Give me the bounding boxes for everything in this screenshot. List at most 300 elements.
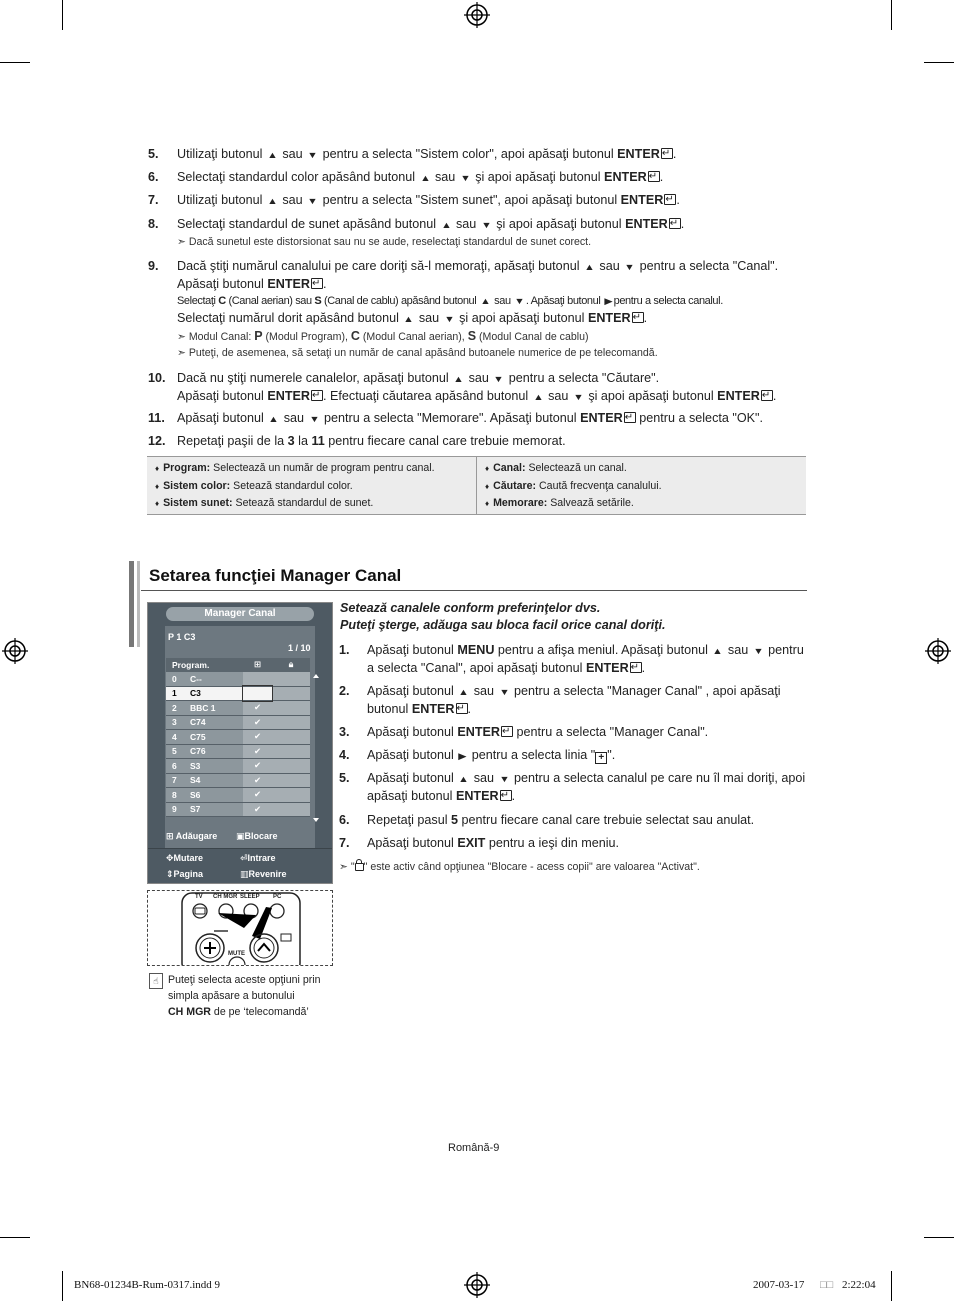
footer-boxes: □□ (820, 1279, 834, 1291)
channel-list (166, 672, 310, 817)
enter-icon: ⏎ (240, 853, 248, 863)
tip-line: de pe ‘telecomandă’ (213, 1006, 309, 1018)
bullet-icon: ♦ (485, 481, 490, 491)
step-text: pentru a selecta "Sistem color", apoi apăsaţi butonul (322, 147, 614, 161)
add-check-cell[interactable] (243, 686, 272, 701)
step-text: Utilizaţi butonul (177, 193, 263, 207)
channel-label (166, 715, 243, 730)
channel-name: BBC 1 (190, 702, 216, 713)
enter-legend (240, 853, 276, 864)
enter-icon (669, 218, 681, 229)
step-text: sau (599, 259, 620, 273)
channel-row[interactable] (166, 788, 310, 803)
step-number: 5. (339, 771, 350, 785)
channel-number: 1 (172, 688, 177, 699)
step-text: pentru a selecta "OK". (639, 411, 763, 425)
note-text: Puteţi, de asemenea, să setaţi un număr de canal apăsând butoanele numerice de pe telecomandă. (188, 347, 658, 359)
channel-number: 4 (172, 731, 177, 742)
option-desc: Caută frecvenţa canalului. (539, 479, 662, 492)
channel-label (166, 701, 243, 716)
move-legend (166, 853, 203, 864)
enter-button-label: ENTER (455, 789, 499, 803)
step-line: Apăsaţi butonul ENTER↵ . Efectuaţi căutarea apăsând butonul ▲ sau ▼ şi apoi apăsaţi butonul ENTER↵ . (177, 388, 807, 406)
option-term: Căutare: (493, 479, 537, 492)
enter-button-label: ENTER (411, 702, 455, 716)
note-text: Dacă sunetul este distorsionat sau nu se aude, reselectaţi standardul de sunet corect. (188, 236, 592, 248)
step-text: pentru a selecta "Canal". (639, 259, 779, 273)
step-ref: 11 (311, 434, 325, 448)
scrollbar[interactable] (312, 673, 320, 823)
down-arrow-icon: ▼ (752, 646, 764, 656)
enter-icon (501, 726, 513, 737)
enter-button-label: ENTER (587, 311, 631, 325)
lock-cell[interactable] (272, 744, 310, 759)
up-arrow-icon: ▲ (267, 150, 278, 160)
bullet-icon: ♦ (155, 499, 160, 508)
add-icon: ⊞ (166, 831, 174, 841)
channel-label (166, 773, 243, 788)
table-header (166, 658, 310, 672)
add-check-cell[interactable]: ✔ (243, 802, 272, 817)
enter-button-label: ENTER (267, 277, 311, 291)
note-arrow-icon: ➣ (339, 861, 348, 873)
enter-button-label: ENTER (457, 725, 501, 739)
note-arrow-icon: ➣ (177, 347, 186, 359)
intro-line: Puteţi şterge, adăuga sau bloca facil orice canal doriţi. (340, 618, 666, 632)
step-number: 1. (339, 643, 350, 657)
add-check-cell[interactable]: ✔ (243, 701, 272, 716)
add-check-cell[interactable]: ✔ (243, 715, 272, 730)
down-arrow-icon: ▼ (307, 150, 318, 160)
step-number: 3. (339, 725, 350, 739)
step-text: sau (418, 311, 440, 325)
step-text: Selectaţi standardul de sunet apăsând butonul (177, 217, 437, 231)
step-number: 2. (339, 684, 350, 698)
section-title: Setarea funcţiei Manager Canal (149, 566, 402, 585)
footer-time: 2:22:04 (842, 1279, 876, 1291)
channel-name: C3 (190, 688, 201, 699)
footer-date: 2007-03-17 (753, 1279, 805, 1291)
enter-button-label: ENTER (267, 389, 311, 403)
step-text: sau (283, 411, 305, 425)
tip-line: Puteţi selecta aceste opţiuni prin simpla apăsare a butonului (168, 974, 321, 1002)
note-text: Modul Canal: (188, 331, 252, 343)
channel-mode-c: C (218, 295, 226, 307)
option-term: Canal: (493, 462, 526, 474)
step-line: Apăsaţi butonul ENTER↵ . (177, 276, 807, 293)
channel-name: C75 (190, 731, 206, 742)
option-item (485, 460, 795, 478)
enter-icon (311, 278, 323, 289)
bullet-icon: ♦ (485, 499, 490, 508)
page-icon: ⇕ (166, 869, 174, 879)
down-arrow-icon: ▼ (480, 220, 492, 230)
divider (148, 848, 332, 849)
channel-table (166, 658, 310, 673)
up-arrow-icon: ▲ (480, 296, 491, 306)
up-arrow-icon: ▲ (268, 414, 280, 424)
step-text: sau (468, 371, 489, 385)
page-label: Pagina (173, 869, 204, 879)
add-check-cell[interactable]: ✔ (243, 744, 272, 759)
step-text: pentru a afişa meniul. Apăsaţi butonul (497, 643, 708, 657)
lock-cell[interactable] (272, 788, 310, 803)
channel-name: S7 (190, 804, 201, 815)
channel-number: 8 (172, 789, 177, 800)
bullet-icon: ♦ (155, 481, 160, 491)
step-text: şi apoi apăsaţi butonul (496, 217, 622, 231)
channel-label (166, 730, 243, 745)
enter-button-label: ENTER (604, 170, 647, 184)
step-text: şi apoi apăsaţi butonul (588, 389, 714, 403)
enter-icon (311, 390, 323, 401)
option-desc: Salvează setările. (550, 497, 634, 509)
channel-number: 2 (172, 702, 177, 713)
crop-mark (924, 1237, 954, 1238)
step-text: Apăsaţi butonul (367, 836, 454, 850)
channel-label (166, 759, 243, 774)
move-label: Mutare (173, 853, 204, 863)
option-item (155, 495, 475, 513)
add-check-cell[interactable] (243, 672, 272, 686)
step-text: Apăsaţi butonul (177, 389, 264, 403)
step-text: şi apoi apăsaţi butonul (459, 311, 585, 325)
step-number: 10. (148, 371, 166, 385)
step-text: sau (434, 170, 456, 184)
right-arrow-icon: ▶ (604, 296, 613, 306)
lock-cell[interactable] (272, 672, 310, 686)
note-text: " este activ când opţiunea "Blocare - acess copii" are valoarea "Activat". (363, 861, 700, 873)
option-item (155, 478, 475, 496)
step-number: 7. (148, 193, 159, 207)
step-text: pentru a selecta "Căutare". (508, 371, 660, 385)
channel-name: C76 (190, 746, 206, 757)
step-text: Apăsaţi butonul (177, 277, 264, 291)
up-arrow-icon: ▲ (532, 392, 544, 402)
up-arrow-icon: ▲ (419, 173, 431, 183)
enter-icon (661, 148, 673, 159)
down-arrow-icon: ▼ (307, 196, 318, 206)
crop-mark (62, 1271, 63, 1301)
enter-icon (648, 171, 660, 182)
step-number: 6. (339, 813, 350, 827)
step-text: . Efectuaţi căutarea apăsând butonul (323, 389, 529, 403)
step-ref: 3 (287, 434, 295, 448)
step-text: Apăsaţi butonul (367, 725, 454, 739)
lock-cell[interactable] (272, 759, 310, 774)
channel-number: 6 (172, 760, 177, 771)
add-label: Adăugare (175, 831, 218, 841)
down-arrow-icon: ▼ (493, 374, 505, 384)
return-label: Revenire (248, 869, 287, 879)
up-arrow-icon: ▲ (403, 314, 415, 324)
channel-label (166, 672, 243, 686)
channel-name: C-- (190, 673, 202, 684)
enter-button-label: ENTER (617, 147, 660, 161)
lock-legend (236, 831, 278, 842)
option-term: Sistem sunet: (163, 497, 233, 509)
step-line (177, 258, 807, 276)
step-text: Apăsaţi butonul (367, 748, 454, 762)
up-arrow-icon: ▲ (712, 646, 724, 656)
enter-icon (630, 662, 642, 673)
down-arrow-icon: ▼ (308, 414, 320, 424)
step-text: pentru a selecta "Canal", apoi apăsaţi butonul (367, 643, 804, 675)
step-note (177, 234, 807, 250)
channel-row[interactable] (166, 773, 310, 788)
crop-mark (0, 1237, 30, 1238)
channel-number: 0 (172, 673, 177, 684)
lock-cell[interactable] (272, 686, 310, 701)
return-icon: ▥ (240, 869, 249, 879)
step-text: pentru fiecare canal care trebuie selectat sau anulat. (461, 813, 755, 827)
exit-button-label: EXIT (457, 836, 486, 850)
channel-name: S4 (190, 775, 201, 786)
step-text: ". (607, 748, 616, 762)
step-number: 11. (148, 411, 165, 425)
lock-cell[interactable] (272, 701, 310, 716)
enter-button-label: ENTER (625, 217, 668, 231)
ch-mgr-label: CH MGR (168, 1006, 211, 1018)
channel-mode-s: S (467, 329, 477, 343)
remote-label-ch-mgr: CH MGR (213, 894, 238, 900)
step-text: pentru a selecta "Memorare". Apăsaţi butonul (323, 411, 577, 425)
note-text: (Modul Canal aerian), (362, 331, 465, 343)
step-text: Utilizaţi butonul (177, 147, 263, 161)
options-column-right (485, 460, 795, 513)
down-arrow-icon: ▼ (443, 314, 455, 324)
channel-row[interactable] (166, 744, 310, 759)
section-rule (141, 590, 807, 591)
add-check-cell[interactable]: ✔ (243, 788, 272, 803)
step-text: pentru a selecta "Manager Canal". (516, 725, 709, 739)
lock-note (339, 859, 809, 875)
down-arrow-icon: ▼ (498, 774, 510, 784)
step-text: sau (282, 193, 303, 207)
step-line: Selectaţi numărul dorit apăsând butonul ▲ sau ▼ şi apoi apăsaţi butonul ENTER↵ . (177, 310, 807, 328)
step-number: 4. (339, 748, 350, 762)
step-text: (Canal aerian) sau (228, 295, 312, 307)
option-term: Memorare: (493, 497, 548, 509)
option-desc: Selectează un număr de program pentru canal. (213, 462, 435, 474)
crop-mark (891, 1271, 892, 1301)
step-text: pentru a selecta "Sistem sunet", apoi apăsaţi butonul (322, 193, 618, 207)
remote-label-pc: PC (273, 894, 282, 900)
channel-label (166, 802, 243, 817)
step-number: 9. (148, 259, 159, 273)
down-arrow-icon: ▼ (573, 392, 584, 402)
lock-cell[interactable] (272, 715, 310, 730)
note-arrow-icon: ➣ (177, 236, 186, 248)
bullet-icon: ♦ (155, 464, 160, 473)
remote-label-mute: MUTE (228, 951, 245, 957)
step-text: Selectaţi numărul dorit apăsând butonul (177, 311, 399, 325)
add-check-cell[interactable]: ✔ (243, 759, 272, 774)
step-text: la (298, 434, 308, 448)
enter-icon (456, 703, 468, 714)
option-item (155, 460, 475, 478)
lock-icon (355, 863, 364, 871)
step-text: pentru a selecta linia " (471, 748, 596, 762)
note-arrow-icon: ➣ (177, 331, 186, 343)
step-line (177, 293, 807, 310)
step-number: 5. (148, 147, 159, 161)
step-text: Apăsaţi butonul (367, 771, 454, 785)
down-arrow-icon: ▼ (459, 173, 471, 183)
option-term: Program: (163, 462, 211, 474)
footer-file: BN68-01234B-Rum-0317.indd 9 (74, 1279, 221, 1291)
enter-button-label: ENTER (585, 661, 629, 675)
move-icon: ✥ (166, 853, 174, 863)
section-bar (129, 561, 134, 647)
up-arrow-icon: ▲ (458, 687, 470, 697)
channel-name: S6 (190, 789, 201, 800)
channel-number: 9 (172, 804, 177, 815)
channel-label (166, 686, 243, 701)
registration-mark-icon (464, 1272, 490, 1298)
channel-row[interactable] (166, 730, 310, 745)
down-arrow-icon: ▼ (624, 262, 636, 272)
remote-label-sleep: SLEEP (240, 894, 260, 900)
step-note (177, 345, 807, 361)
remote-control-illustration (147, 890, 333, 966)
intro-line: Setează canalele conform preferinţelor dvs. (340, 601, 601, 615)
step-text: (Canal de cablu) apăsând butonul (324, 295, 477, 307)
step-text: sau (282, 147, 303, 161)
add-column-icon: ⊞ (243, 658, 272, 672)
step-text: pentru a selecta canalul. (613, 295, 723, 307)
up-arrow-icon: ▲ (440, 220, 452, 230)
channel-name: C74 (190, 717, 206, 728)
option-desc: Setează standardul color. (233, 479, 353, 492)
options-column-left (155, 460, 475, 513)
channel-name: S3 (190, 760, 201, 771)
channel-mode-s: S (314, 295, 322, 307)
step-text: . Apăsaţi butonul (525, 295, 601, 307)
crop-mark (0, 62, 30, 63)
add-legend (166, 831, 217, 842)
enter-icon (632, 312, 644, 323)
step-text: sau (473, 771, 495, 785)
channel-number: 7 (172, 775, 177, 786)
channel-mode-p: P (254, 329, 263, 343)
registration-mark-icon (2, 638, 28, 664)
step-ref: 5 (451, 813, 459, 827)
enter-button-label: ENTER (620, 193, 664, 207)
step-note (177, 328, 807, 345)
bullet-icon: ♦ (485, 464, 490, 473)
step-text: pentru a ieşi din meniu. (488, 836, 620, 850)
hand-pointer-icon: ☝ (149, 973, 163, 989)
lock-cell[interactable] (272, 730, 310, 745)
channel-row[interactable] (166, 686, 310, 701)
enter-button-label: ENTER (717, 389, 760, 403)
crop-mark (62, 0, 63, 30)
up-arrow-icon: ▲ (584, 262, 595, 272)
up-arrow-icon: ▲ (458, 774, 470, 784)
enter-icon (500, 790, 512, 801)
menu-button-label: MENU (457, 643, 495, 657)
add-check-cell[interactable]: ✔ (243, 773, 272, 788)
step-text: Dacă ştiţi numărul canalului pe care doriţi să-l memoraţi, apăsaţi butonul (177, 259, 580, 273)
up-arrow-icon: ▲ (453, 374, 464, 384)
tip-text (168, 972, 333, 1020)
note-text: " (350, 861, 355, 873)
note-text: (Modul Program), (265, 331, 348, 343)
step-text: Selectaţi (177, 295, 216, 307)
step-text: sau (494, 295, 511, 307)
step-line (177, 370, 807, 388)
down-arrow-icon: ▼ (498, 687, 510, 697)
step-number: 7. (339, 836, 350, 850)
step-text: Dacă nu ştiţi numerele canalelor, apăsaţi butonul (177, 371, 449, 385)
channel-number: 3 (172, 717, 177, 728)
step-text: Apăsaţi butonul (367, 684, 454, 698)
channel-mode-c: C (350, 329, 360, 343)
manager-canal-menu-screenshot (147, 602, 333, 884)
step-text: sau (456, 217, 477, 231)
channel-label (166, 744, 243, 759)
lock-cell[interactable] (272, 773, 310, 788)
enter-label: Intrare (247, 853, 276, 863)
registration-mark-icon (925, 638, 951, 664)
option-desc: Selectează un canal. (528, 462, 627, 474)
program-info: P 1 C3 (168, 632, 196, 642)
option-item (485, 478, 795, 496)
channel-row[interactable] (166, 759, 310, 774)
crop-mark (924, 62, 954, 63)
right-arrow-icon: ▶ (458, 751, 467, 761)
return-legend (240, 869, 287, 880)
options-summary-box (147, 456, 806, 515)
channel-row[interactable] (166, 701, 310, 716)
lock-cell[interactable] (272, 802, 310, 817)
step-text: sau (473, 684, 495, 698)
add-icon: + (595, 752, 607, 764)
channel-row[interactable] (166, 672, 310, 686)
enter-icon (761, 390, 773, 401)
up-arrow-icon: ▲ (267, 196, 278, 206)
section-bar (137, 561, 140, 647)
page-legend (166, 869, 203, 880)
step-text: sau (727, 643, 749, 657)
lock-label: Blocare (244, 831, 278, 841)
page-indicator: 1 / 10 (288, 643, 311, 653)
option-term: Sistem color: (163, 479, 231, 492)
step-number: 6. (148, 170, 159, 184)
step-text: pentru a selecta "Manager Canal" , apoi apăsaţi butonul (367, 684, 781, 716)
channel-row[interactable] (166, 715, 310, 730)
step-text: Selectaţi standardul color apăsând butonul (177, 170, 416, 184)
remote-label-tv: TV (195, 894, 203, 900)
step-number: 12. (148, 434, 166, 448)
registration-mark-icon (464, 2, 490, 28)
step-text: pentru a selecta canalul pe care nu îl mai doriţi, apoi apăsaţi butonul (367, 771, 806, 803)
enter-icon (664, 194, 676, 205)
page-number: Română-9 (448, 1142, 500, 1154)
step-text: şi apoi apăsaţi butonul (475, 170, 601, 184)
step-text: Repetaţi pasul (367, 813, 448, 827)
section-intro (340, 600, 810, 634)
channel-label (166, 788, 243, 803)
channel-row[interactable] (166, 802, 310, 817)
down-arrow-icon: ▼ (514, 296, 525, 306)
lock-icon: ▣ (236, 831, 245, 841)
option-item (485, 495, 795, 513)
step-text: Apăsaţi butonul (177, 411, 264, 425)
add-check-cell[interactable]: ✔ (243, 730, 272, 745)
enter-icon (624, 412, 636, 423)
